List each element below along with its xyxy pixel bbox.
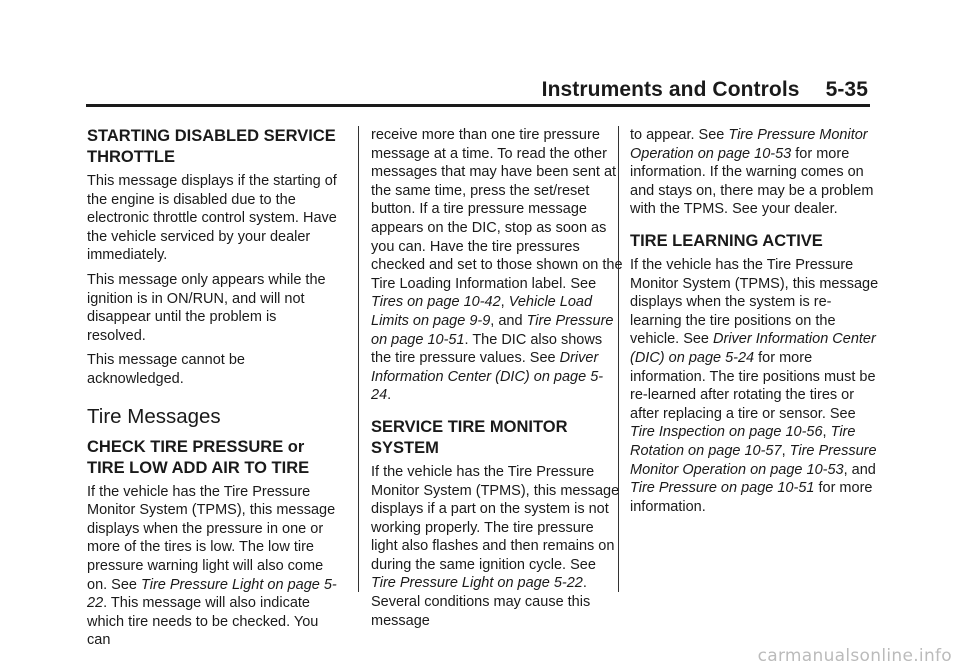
page-number: 5-35 (825, 78, 868, 101)
cross-reference[interactable]: Tire Pressure Monitor Operation on page 10-53 (630, 127, 868, 162)
paragraph: If the vehicle has the Tire Pressure Monitor System (TPMS), this message displays when the pressure in one or more of the tires is low. The low tire pressure warning light will also come on. See Tire Pressure Light on page 5-22. This message will also indicate which tire needs to be checked. You can (87, 483, 337, 649)
column-2 (371, 126, 623, 636)
paragraph: This message displays if the starting of the engine is disabled due to the electronic throttle control system. Have the vehicle serviced by your dealer immediately. (87, 173, 337, 264)
heading-service-tire-monitor: SERVICE TIRE MONITOR SYSTEM (371, 417, 568, 457)
column-divider-1 (358, 126, 359, 592)
heading-tire-messages: Tire Messages (87, 404, 221, 428)
cross-reference[interactable]: Tire Pressure Light on page 5-22 (371, 575, 583, 592)
heading-tire-learning-active: TIRE LEARNING ACTIVE (630, 231, 823, 250)
cross-reference[interactable]: Tire Rotation on page 10-57 (630, 424, 856, 459)
column-1 (87, 126, 339, 656)
column-3 (630, 126, 882, 522)
cross-reference[interactable]: Tire Pressure on page 10-51 (371, 312, 614, 348)
cross-reference[interactable]: Driver Information Center (DIC) on page 5-24 (371, 350, 604, 404)
heading-check-tire-pressure: CHECK TIRE PRESSURE or TIRE LOW ADD AIR TO TIRE (87, 437, 310, 477)
header-rule (86, 104, 870, 107)
page-header (0, 78, 868, 102)
cross-reference[interactable]: Tire Pressure on page 10-51 (630, 480, 815, 497)
watermark: carmanualsonline.info (757, 646, 952, 666)
cross-reference[interactable]: Tire Pressure Light on page 5-22 (87, 576, 337, 612)
paragraph: This message only appears while the ignition is in ON/RUN, and will not disappear until the problem is resolved. (87, 271, 326, 344)
cross-reference[interactable]: Driver Information Center (DIC) on page 5-24 (630, 331, 876, 366)
paragraph: If the vehicle has the Tire Pressure Monitor System (TPMS), this message displays if a part on the system is not working properly. The tire pressure light also flashes and then remains on during the same ignition cycle. See Tire Pressure Light on page 5-22. Several conditions may cause this message (371, 463, 620, 629)
heading-starting-disabled: STARTING DISABLED SERVICE THROTTLE (87, 127, 336, 166)
paragraph: This message cannot be acknowledged. (87, 352, 245, 387)
cross-reference[interactable]: Vehicle Load Limits on page 9-9 (371, 294, 593, 329)
cross-reference[interactable]: Tire Inspection on page 10-56 (630, 424, 823, 441)
cross-reference[interactable]: Tire Pressure Monitor Operation on page 10-53 (630, 442, 877, 478)
section-title: Instruments and Controls (541, 78, 800, 101)
paragraph: If the vehicle has the Tire Pressure Monitor System (TPMS), this message displays when the system is re-learning the tire positions on the vehicle. See Driver Information Center (DIC) on page 5-24 for more information. The tire positions must be re-learned after rotating the tires or after replacing a tire or sensor. See Tire Inspection on page 10-56, Tire Rotation on page 10-57, Tire Pressure Monitor Operation on page 10-53, and Tire Pressure on page 10-51 for more information. (630, 256, 879, 515)
paragraph: receive more than one tire pressure message at a time. To read the other messages that may have been sent at the same time, press the set/reset button. If a tire pressure message appears on the DIC, stop as soon as you can. Have the tire pressures checked and set to those shown on the Tire Loading Information label. See Tires on page 10-42, Vehicle Load Limits on page 9-9, and Tire Pressure on page 10-51. The DIC also shows the tire pressure values. See Driver Information Center (DIC) on page 5-24. (371, 127, 623, 404)
cross-reference[interactable]: Tires on page 10-42 (371, 294, 501, 311)
paragraph: to appear. See Tire Pressure Monitor Operation on page 10-53 for more information. If the warning comes on and stays on, there may be a problem with the TPMS. See your dealer. (630, 127, 874, 218)
